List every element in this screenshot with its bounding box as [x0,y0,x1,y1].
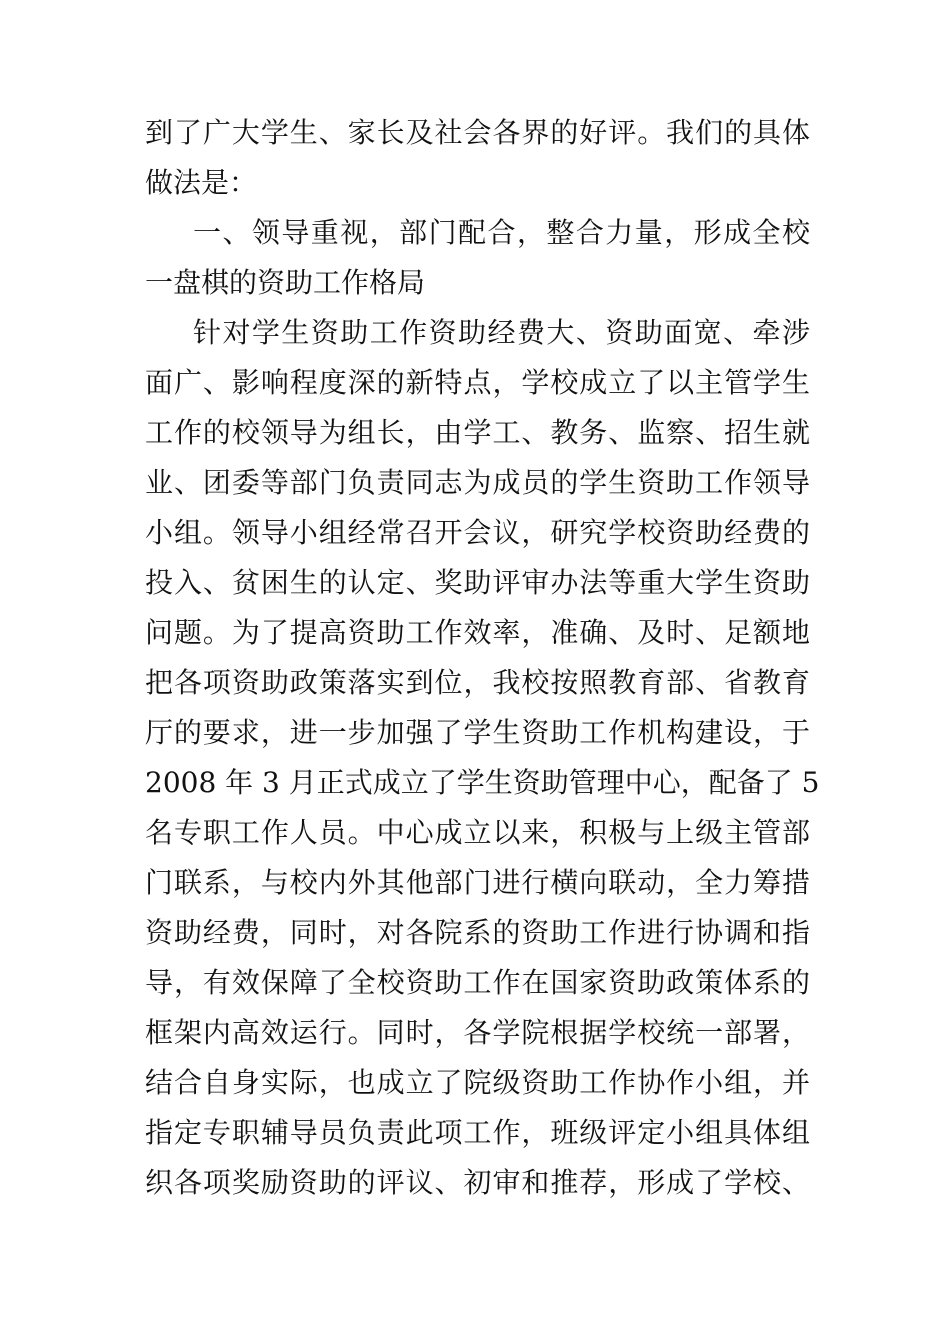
text-line: 2008 年 3 月正式成立了学生资助管理中心，配备了 5 [145,766,820,799]
text-line: 导，有效保障了全校资助工作在国家资助政策体系的 [145,966,810,999]
text-line: 厅的要求，进一步加强了学生资助工作机构建设，于 [145,716,810,749]
text-line: 做法是： [145,166,258,199]
text-line: 业、团委等部门负责同志为成员的学生资助工作领导 [145,466,810,499]
text-line: 门联系，与校内外其他部门进行横向联动，全力筹措 [145,866,810,899]
section-heading-line: 一盘棋的资助工作格局 [145,266,426,299]
text-line: 小组。领导小组经常召开会议，研究学校资助经费的 [145,516,810,549]
text-line: 名专职工作人员。中心成立以来，积极与上级主管部 [145,816,810,849]
text-line: 问题。为了提高资助工作效率，准确、及时、足额地 [145,616,810,649]
document-body [145,108,820,1208]
text-line: 资助经费，同时，对各院系的资助工作进行协调和指 [145,916,810,949]
text-line: 到了广大学生、家长及社会各界的好评。我们的具体 [145,116,810,149]
section-heading-line: 一、领导重视，部门配合，整合力量，形成全校 [193,216,810,249]
text-line: 工作的校领导为组长，由学工、教务、监察、招生就 [145,416,810,449]
text-line: 框架内高效运行。同时，各学院根据学校统一部署， [145,1016,810,1049]
text-line: 结合自身实际，也成立了院级资助工作协作小组，并 [145,1066,810,1099]
text-line: 面广、影响程度深的新特点，学校成立了以主管学生 [145,366,810,399]
text-line: 把各项资助政策落实到位，我校按照教育部、省教育 [145,666,810,699]
text-line: 指定专职辅导员负责此项工作，班级评定小组具体组 [145,1116,810,1149]
text-line: 织各项奖励资助的评议、初审和推荐，形成了学校、 [145,1166,810,1199]
text-line: 投入、贫困生的认定、奖助评审办法等重大学生资助 [145,566,810,599]
text-line: 针对学生资助工作资助经费大、资助面宽、牵涉 [193,316,810,349]
